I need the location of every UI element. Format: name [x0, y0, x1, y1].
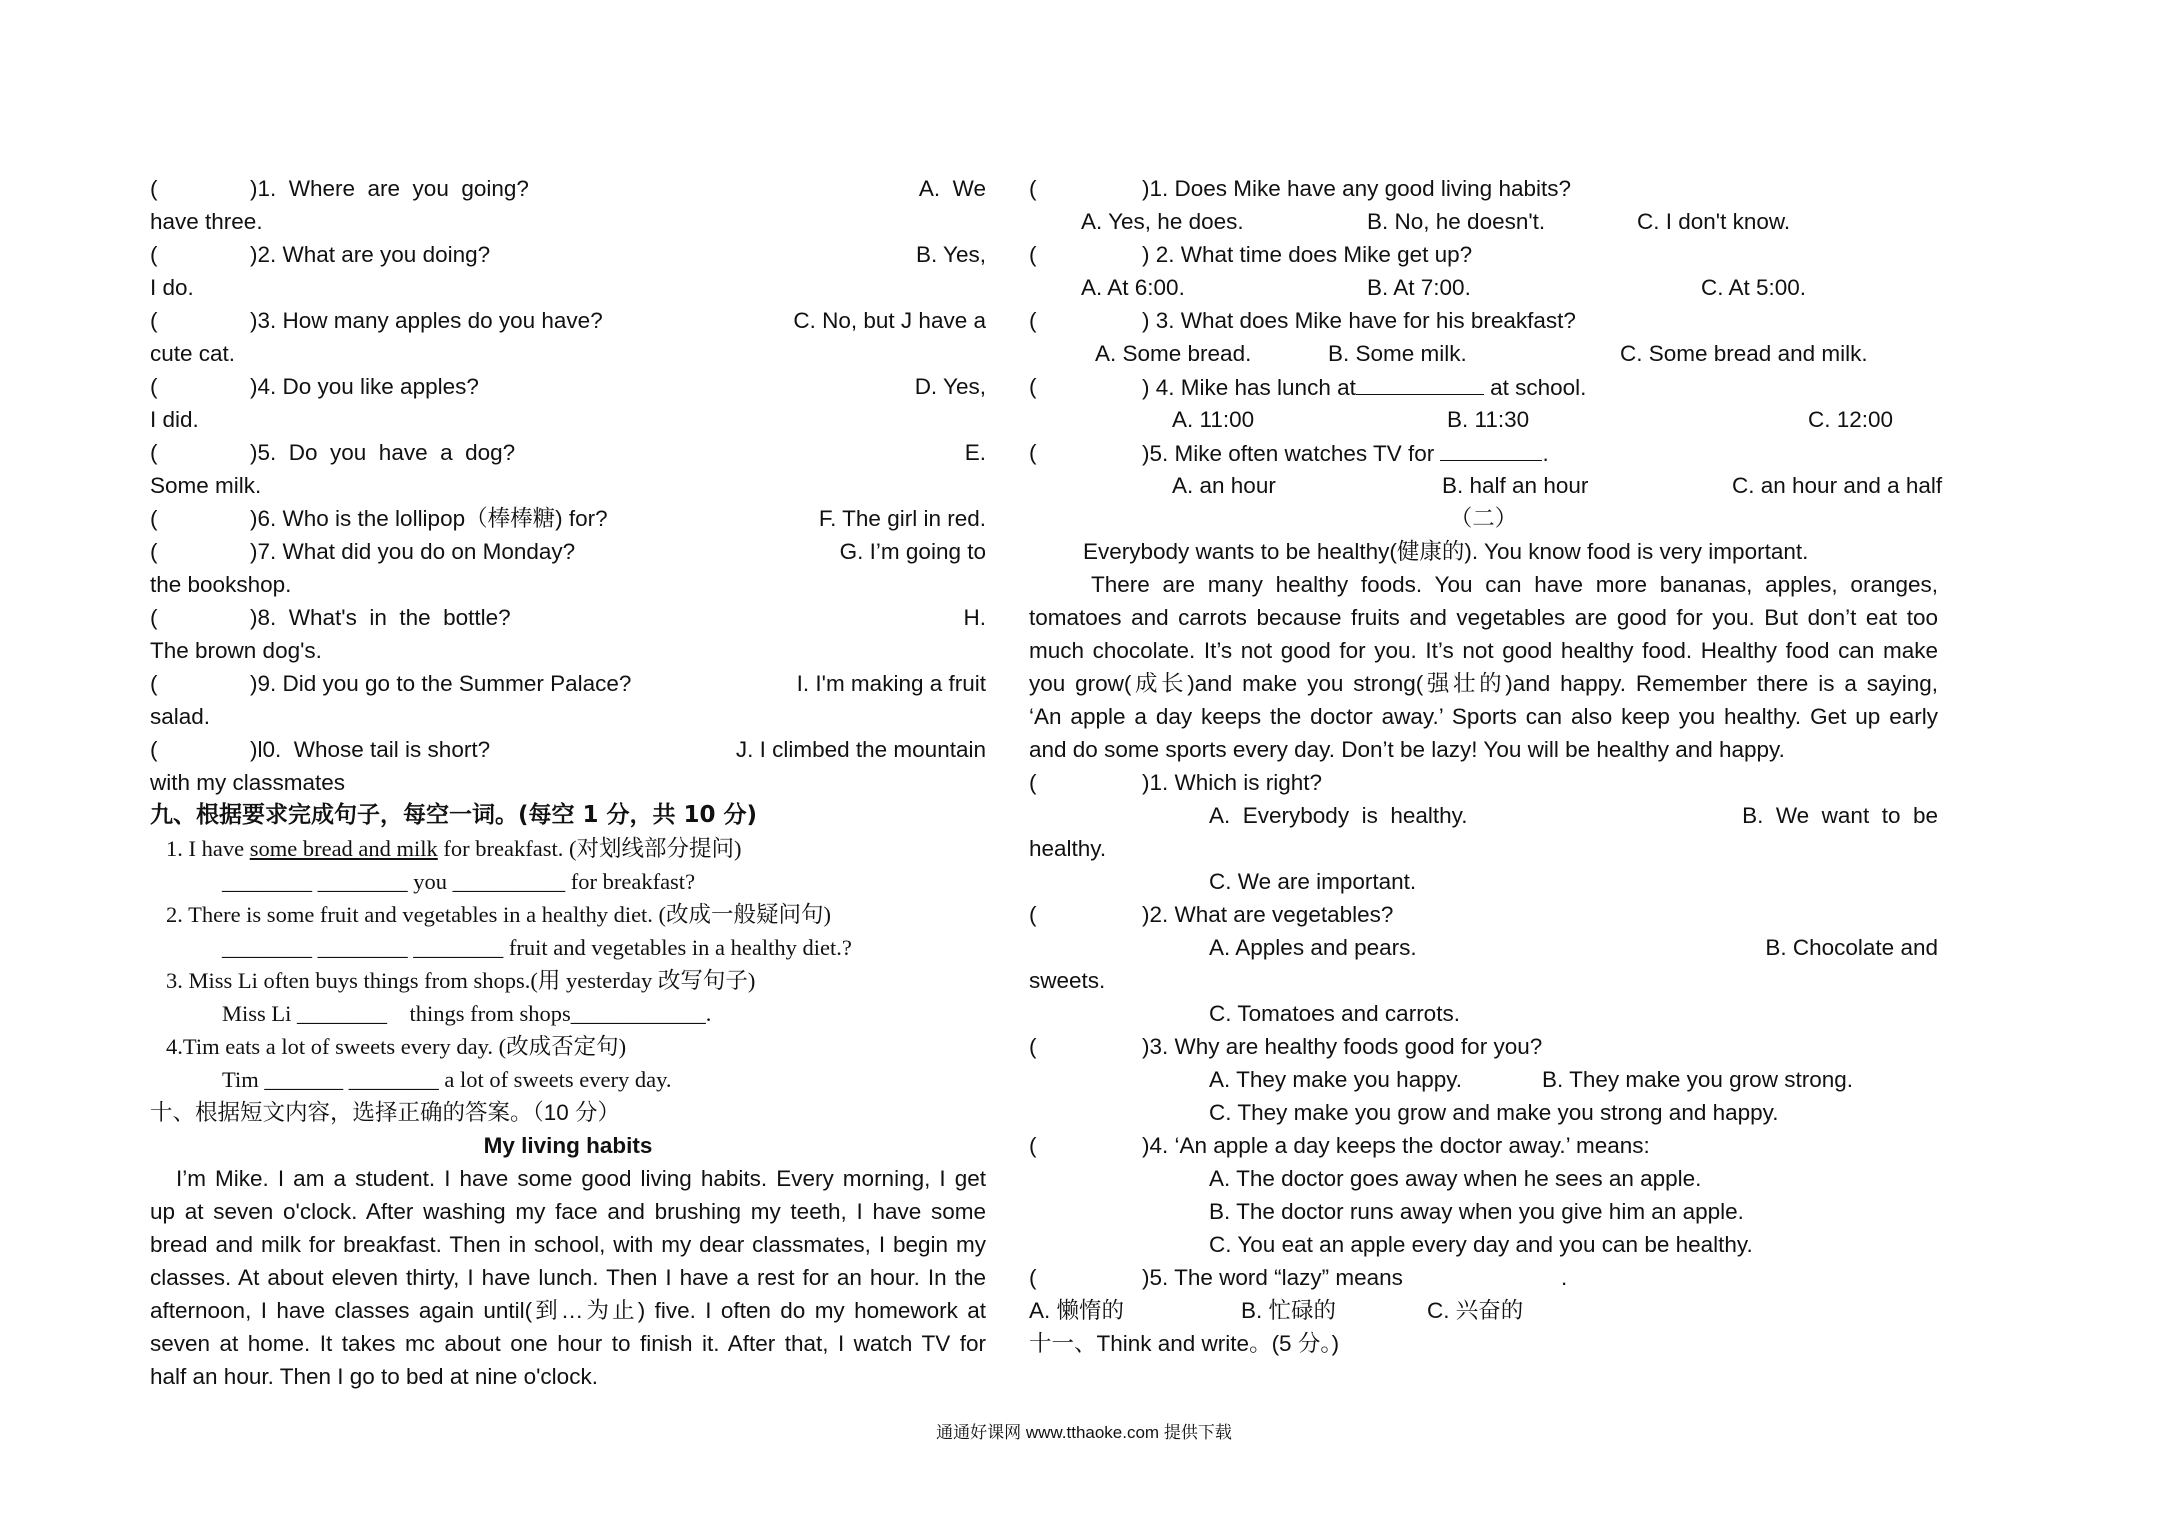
part1-q5 — [1029, 436, 1938, 469]
option-c: C. We are important. — [1209, 869, 1417, 894]
option-c: C. They make you grow and make you strong and happy. — [1209, 1100, 1779, 1125]
answer-paren: ( — [150, 176, 158, 201]
option-c: C. 12:00 — [1808, 407, 1894, 432]
answer-paren: ( — [1029, 1133, 1037, 1158]
section10-heading: 十、根据短文内容，选择正确的答案。（10 分） — [150, 1100, 621, 1125]
answer-paren: ( — [1029, 902, 1037, 927]
answer-paren: ( — [150, 671, 158, 696]
matching-question — [150, 535, 575, 568]
part2-q2 — [1029, 898, 1938, 931]
part1-q3-options — [1029, 337, 1938, 370]
passage-line: ‘An apple a day keeps the doctor away.’ Sports can also keep you healthy. Get up early — [1029, 704, 1938, 729]
matching-row — [150, 304, 986, 337]
part1-q2-options — [1029, 271, 1938, 304]
answer-option: J. I climbed the mountain — [735, 737, 986, 762]
part2-heading: （二） — [1449, 506, 1518, 531]
q1-underlined-text: some bread and milk — [249, 836, 438, 861]
section9-q2: 2. There is some fruit and vegetables in a healthy diet. (改成一般疑问句) — [166, 902, 832, 927]
section11-heading: 十一、Think and write。(5 分。) — [1029, 1331, 1340, 1356]
part2-q3 — [1029, 1030, 1938, 1063]
part1-q2 — [1029, 238, 1938, 271]
option-b: B. They make you grow strong. — [1542, 1067, 1853, 1092]
question-text: )8. What's in the bottle? — [250, 605, 511, 630]
answer-option: C. No, but J have a — [793, 308, 986, 333]
passage-title: My living habits — [483, 1133, 653, 1158]
matching-section — [150, 172, 986, 799]
option-a: A. Everybody is healthy. — [1209, 803, 1468, 828]
matching-row — [150, 601, 986, 634]
part1-q1-options — [1029, 205, 1938, 238]
passage-line: you grow(成长)and make you strong(强壮的)and happy. Remember there is a saying, — [1029, 671, 1938, 696]
answer-paren: ( — [150, 605, 158, 630]
answer-paren: ( — [1029, 176, 1037, 201]
option-b: B. 11:30 — [1447, 407, 1530, 432]
question-text: )5. Do you have a dog? — [250, 440, 516, 465]
matching-row — [150, 172, 986, 205]
matching-row — [150, 238, 986, 271]
passage-living-habits — [150, 1162, 986, 1360]
matching-question — [150, 370, 479, 403]
answer-option: G. I’m going to — [839, 539, 986, 564]
option-b: B. Some milk. — [1328, 341, 1467, 366]
part2-q1 — [1029, 766, 1938, 799]
answer-paren: ( — [150, 242, 158, 267]
section9-q4-answer: Tim _______ ________ a lot of sweets every day. — [222, 1067, 672, 1092]
answer-paren: ( — [1029, 374, 1037, 399]
question-text-end: . — [1542, 441, 1549, 466]
passage-line: much chocolate. It’s not good for you. It’s not good healthy food. Healthy food can make — [1029, 638, 1938, 663]
option-a: A. Apples and pears. — [1209, 935, 1417, 960]
section9-q2-answer: ________ ________ ________ fruit and vegetables in a healthy diet.? — [222, 935, 852, 960]
answer-option-cont: have three. — [150, 209, 263, 234]
matching-question — [150, 601, 511, 634]
option-a: A. Some bread. — [1095, 341, 1252, 366]
answer-option: B. Yes, — [915, 242, 986, 267]
q1-text-pre: 1. I have — [166, 836, 250, 861]
answer-option-cont: I did. — [150, 407, 199, 432]
question-text: )3. Why are healthy foods good for you? — [1142, 1034, 1543, 1059]
matching-question — [150, 172, 529, 205]
matching-row — [150, 535, 986, 568]
part1-q3 — [1029, 304, 1938, 337]
answer-option: F. The girl in red. — [818, 506, 986, 531]
question-text: )1. Does Mike have any good living habits? — [1142, 176, 1571, 201]
passage-healthy-food — [1029, 568, 1938, 733]
answer-option-cont: The brown dog's. — [150, 638, 322, 663]
answer-paren: ( — [1029, 440, 1037, 465]
question-text-end: . — [1561, 1265, 1568, 1290]
passage-last-line: half an hour. Then I go to bed at nine o'clock. — [150, 1364, 598, 1389]
option-c: C. At 5:00. — [1701, 275, 1807, 300]
question-text: )9. Did you go to the Summer Palace? — [250, 671, 632, 696]
answer-blank — [1356, 370, 1484, 395]
question-text: )4. ‘An apple a day keeps the doctor away.’ means: — [1142, 1133, 1650, 1158]
right-column — [1029, 172, 1943, 1360]
section9-q1 — [150, 832, 986, 865]
answer-paren: ( — [150, 308, 158, 333]
answer-paren: ( — [1029, 242, 1037, 267]
question-text: ) 3. What does Mike have for his breakfast? — [1142, 308, 1576, 333]
answer-paren: ( — [1029, 308, 1037, 333]
answer-paren: ( — [1029, 1265, 1037, 1290]
part1-q4-options — [1029, 403, 1938, 436]
section9-q3-answer: Miss Li ________ things from shops____________. — [222, 1001, 712, 1026]
option-a: A. 11:00 — [1172, 407, 1255, 432]
answer-option-cont: cute cat. — [150, 341, 236, 366]
matching-row — [150, 370, 986, 403]
part2-q5 — [1029, 1261, 1938, 1294]
part1-q4 — [1029, 370, 1938, 403]
part2-q1-options — [1029, 799, 1938, 832]
answer-option: A. We — [918, 176, 986, 201]
question-text: ) 2. What time does Mike get up? — [1142, 242, 1473, 267]
footer-credit: 通通好课网 www.tthaoke.com 提供下载 — [936, 1423, 1232, 1442]
option-b: B. half an hour — [1442, 473, 1589, 498]
option-a: A. Yes, he does. — [1081, 209, 1244, 234]
question-text: )3. How many apples do you have? — [250, 308, 603, 333]
question-text: )4. Do you like apples? — [250, 374, 479, 399]
answer-paren: ( — [1029, 770, 1037, 795]
option-b: B. At 7:00. — [1367, 275, 1471, 300]
answer-paren: ( — [150, 539, 158, 564]
answer-paren: ( — [150, 374, 158, 399]
answer-option: D. Yes, — [914, 374, 986, 399]
matching-row — [150, 733, 986, 766]
part2-q5-options — [1029, 1294, 1938, 1327]
q1-text-post: for breakfast. (对划线部分提问) — [437, 836, 742, 861]
passage-line: tomatoes and carrots because fruits and vegetables are good for you. But don’t eat too — [1029, 605, 1938, 630]
option-b: B. 忙碌的 — [1241, 1298, 1337, 1323]
passage-line: seven at home. It takes mc about one hour to finish it. After that, I watch TV for — [150, 1331, 986, 1356]
question-text: )1. Which is right? — [1142, 770, 1323, 795]
question-text: )1. Where are you going? — [250, 176, 529, 201]
section9-heading: 九、根据要求完成句子，每空一词。(每空 1 分，共 10 分) — [150, 802, 758, 828]
passage-line: afternoon, I have classes again until(到…为止) five. I often do my homework at — [150, 1298, 986, 1323]
answer-option: E. — [964, 440, 986, 465]
option-b: B. We want to be — [1742, 803, 1938, 828]
option-a: A. 懒惰的 — [1029, 1298, 1125, 1323]
section9-q1-answer: ________ ________ you __________ for breakfast? — [222, 869, 696, 894]
matching-question — [150, 238, 490, 271]
passage-line: classes. At about eleven thirty, I have lunch. Then I have a rest for an hour. In the — [150, 1265, 986, 1290]
question-text-end: at school. — [1483, 375, 1587, 400]
option-c: C. 兴奋的 — [1427, 1298, 1524, 1323]
part2-q2-options — [1029, 931, 1938, 964]
option-c: C. Some bread and milk. — [1620, 341, 1868, 366]
passage-line: bread and milk for breakfast. Then in school, with my dear classmates, I begin my — [150, 1232, 986, 1257]
passage2-last-line: and do some sports every day. Don’t be lazy! You will be healthy and happy. — [1029, 737, 1785, 762]
question-text: )7. What did you do on Monday? — [250, 539, 576, 564]
option-c: C. I don't know. — [1637, 209, 1791, 234]
matching-row — [150, 502, 986, 535]
matching-question — [150, 502, 608, 535]
passage-line: up at seven o'clock. After washing my face and brushing my teeth, I have some — [150, 1199, 986, 1224]
question-text: )l0. Whose tail is short? — [250, 737, 491, 762]
answer-option: H. — [963, 605, 986, 630]
matching-question — [150, 733, 490, 766]
option-b: B. The doctor runs away when you give him an apple. — [1209, 1199, 1744, 1224]
matching-row — [150, 667, 986, 700]
answer-option-cont: with my classmates — [150, 770, 346, 795]
answer-option-cont: the bookshop. — [150, 572, 292, 597]
answer-paren: ( — [150, 440, 158, 465]
part2-q3-options — [1029, 1063, 1938, 1096]
answer-paren: ( — [150, 506, 158, 531]
section9-q3: 3. Miss Li often buys things from shops.(用 yesterday 改写句子) — [166, 968, 756, 993]
question-text: ) 4. Mike has lunch at — [1142, 375, 1356, 400]
option-a: A. They make you happy. — [1209, 1067, 1463, 1092]
part2-q4 — [1029, 1129, 1938, 1162]
matching-question — [150, 436, 515, 469]
answer-option-cont: Some milk. — [150, 473, 262, 498]
answer-option-cont: salad. — [150, 704, 211, 729]
option-b: B. Chocolate and — [1765, 935, 1938, 960]
section9-q4: 4.Tim eats a lot of sweets every day. (改成否定句) — [166, 1034, 627, 1059]
option-c: C. Tomatoes and carrots. — [1209, 1001, 1460, 1026]
answer-blank — [1440, 436, 1542, 461]
answer-paren: ( — [1029, 1034, 1037, 1059]
question-text: )5. The word “lazy” means — [1142, 1265, 1403, 1290]
left-column — [150, 172, 986, 1393]
answer-option: I. I'm making a fruit — [796, 671, 986, 696]
question-text: )6. Who is the lollipop（棒棒糖) for? — [250, 506, 608, 531]
part1-q5-options — [1029, 469, 1943, 502]
part1-q1 — [1029, 172, 1938, 205]
option-b-cont: sweets. — [1029, 968, 1106, 993]
question-text: )2. What are you doing? — [250, 242, 491, 267]
answer-paren: ( — [150, 737, 158, 762]
matching-question — [150, 667, 631, 700]
answer-option-cont: I do. — [150, 275, 194, 300]
passage-line: There are many healthy foods. You can have more bananas, apples, oranges, — [1091, 572, 1938, 597]
question-text: )5. Mike often watches TV for — [1142, 441, 1441, 466]
matching-question — [150, 304, 603, 337]
part2-intro: Everybody wants to be healthy(健康的). You know food is very important. — [1083, 539, 1809, 564]
option-b-cont: healthy. — [1029, 836, 1107, 861]
question-text: )2. What are vegetables? — [1142, 902, 1394, 927]
option-a: A. The doctor goes away when he sees an apple. — [1209, 1166, 1702, 1191]
option-a: A. an hour — [1172, 473, 1276, 498]
option-a: A. At 6:00. — [1081, 275, 1185, 300]
matching-row — [150, 436, 986, 469]
option-c: C. You eat an apple every day and you can be healthy. — [1209, 1232, 1753, 1257]
option-c: C. an hour and a half — [1732, 473, 1943, 498]
passage-line: I’m Mike. I am a student. I have some good living habits. Every morning, I get — [176, 1166, 986, 1191]
option-b: B. No, he doesn't. — [1367, 209, 1546, 234]
